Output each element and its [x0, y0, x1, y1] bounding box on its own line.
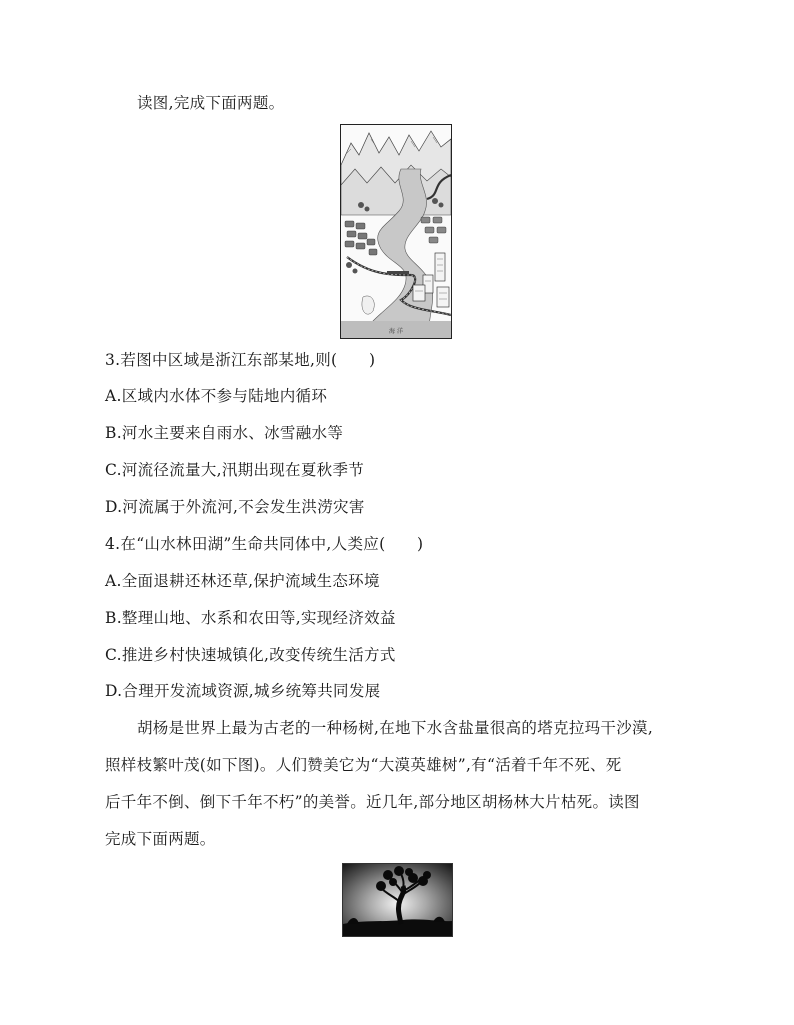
question-3-option-b: B.河水主要来自雨水、冰雪融水等: [105, 424, 344, 442]
question-4-option-d: D.合理开发流域资源,城乡统筹共同发展: [105, 682, 381, 700]
photo-figure: [342, 863, 453, 937]
map-sea-label: 海 洋: [389, 328, 403, 335]
map-figure: [340, 124, 452, 339]
passage-line-1: 胡杨是世界上最为古老的一种杨树,在地下水含盐量很高的塔克拉玛干沙漠,: [137, 719, 654, 737]
question-4-option-a: A.全面退耕还林还草,保护流域生态环境: [105, 572, 380, 590]
passage-line-3: 后千年不倒、倒下千年不朽”的美誉。近几年,部分地区胡杨林大片枯死。读图: [105, 793, 640, 811]
question-3-option-c: C.河流径流量大,汛期出现在夏秋季节: [105, 461, 365, 479]
question-3-stem: 3.若图中区域是浙江东部某地,则( ): [105, 351, 376, 369]
populus-euphratica-tree-silhouette-photo-icon: [343, 864, 452, 936]
question-3-option-a: A.区域内水体不参与陆地内循环: [105, 387, 328, 405]
passage-line-4: 完成下面两题。: [105, 830, 216, 848]
question-4-stem: 4.在“山水林田湖”生命共同体中,人类应( ): [105, 535, 424, 553]
intro-text: 读图,完成下面两题。: [137, 94, 285, 112]
illustrated-map-river-to-sea-icon: [341, 125, 451, 338]
question-3-option-d: D.河流属于外流河,不会发生洪涝灾害: [105, 498, 365, 516]
passage-line-2: 照样枝繁叶茂(如下图)。人们赞美它为“大漠英雄树”,有“活着千年不死、死: [105, 756, 622, 774]
question-4-option-c: C.推进乡村快速城镇化,改变传统生活方式: [105, 646, 396, 664]
question-4-option-b: B.整理山地、水系和农田等,实现经济效益: [105, 609, 396, 627]
